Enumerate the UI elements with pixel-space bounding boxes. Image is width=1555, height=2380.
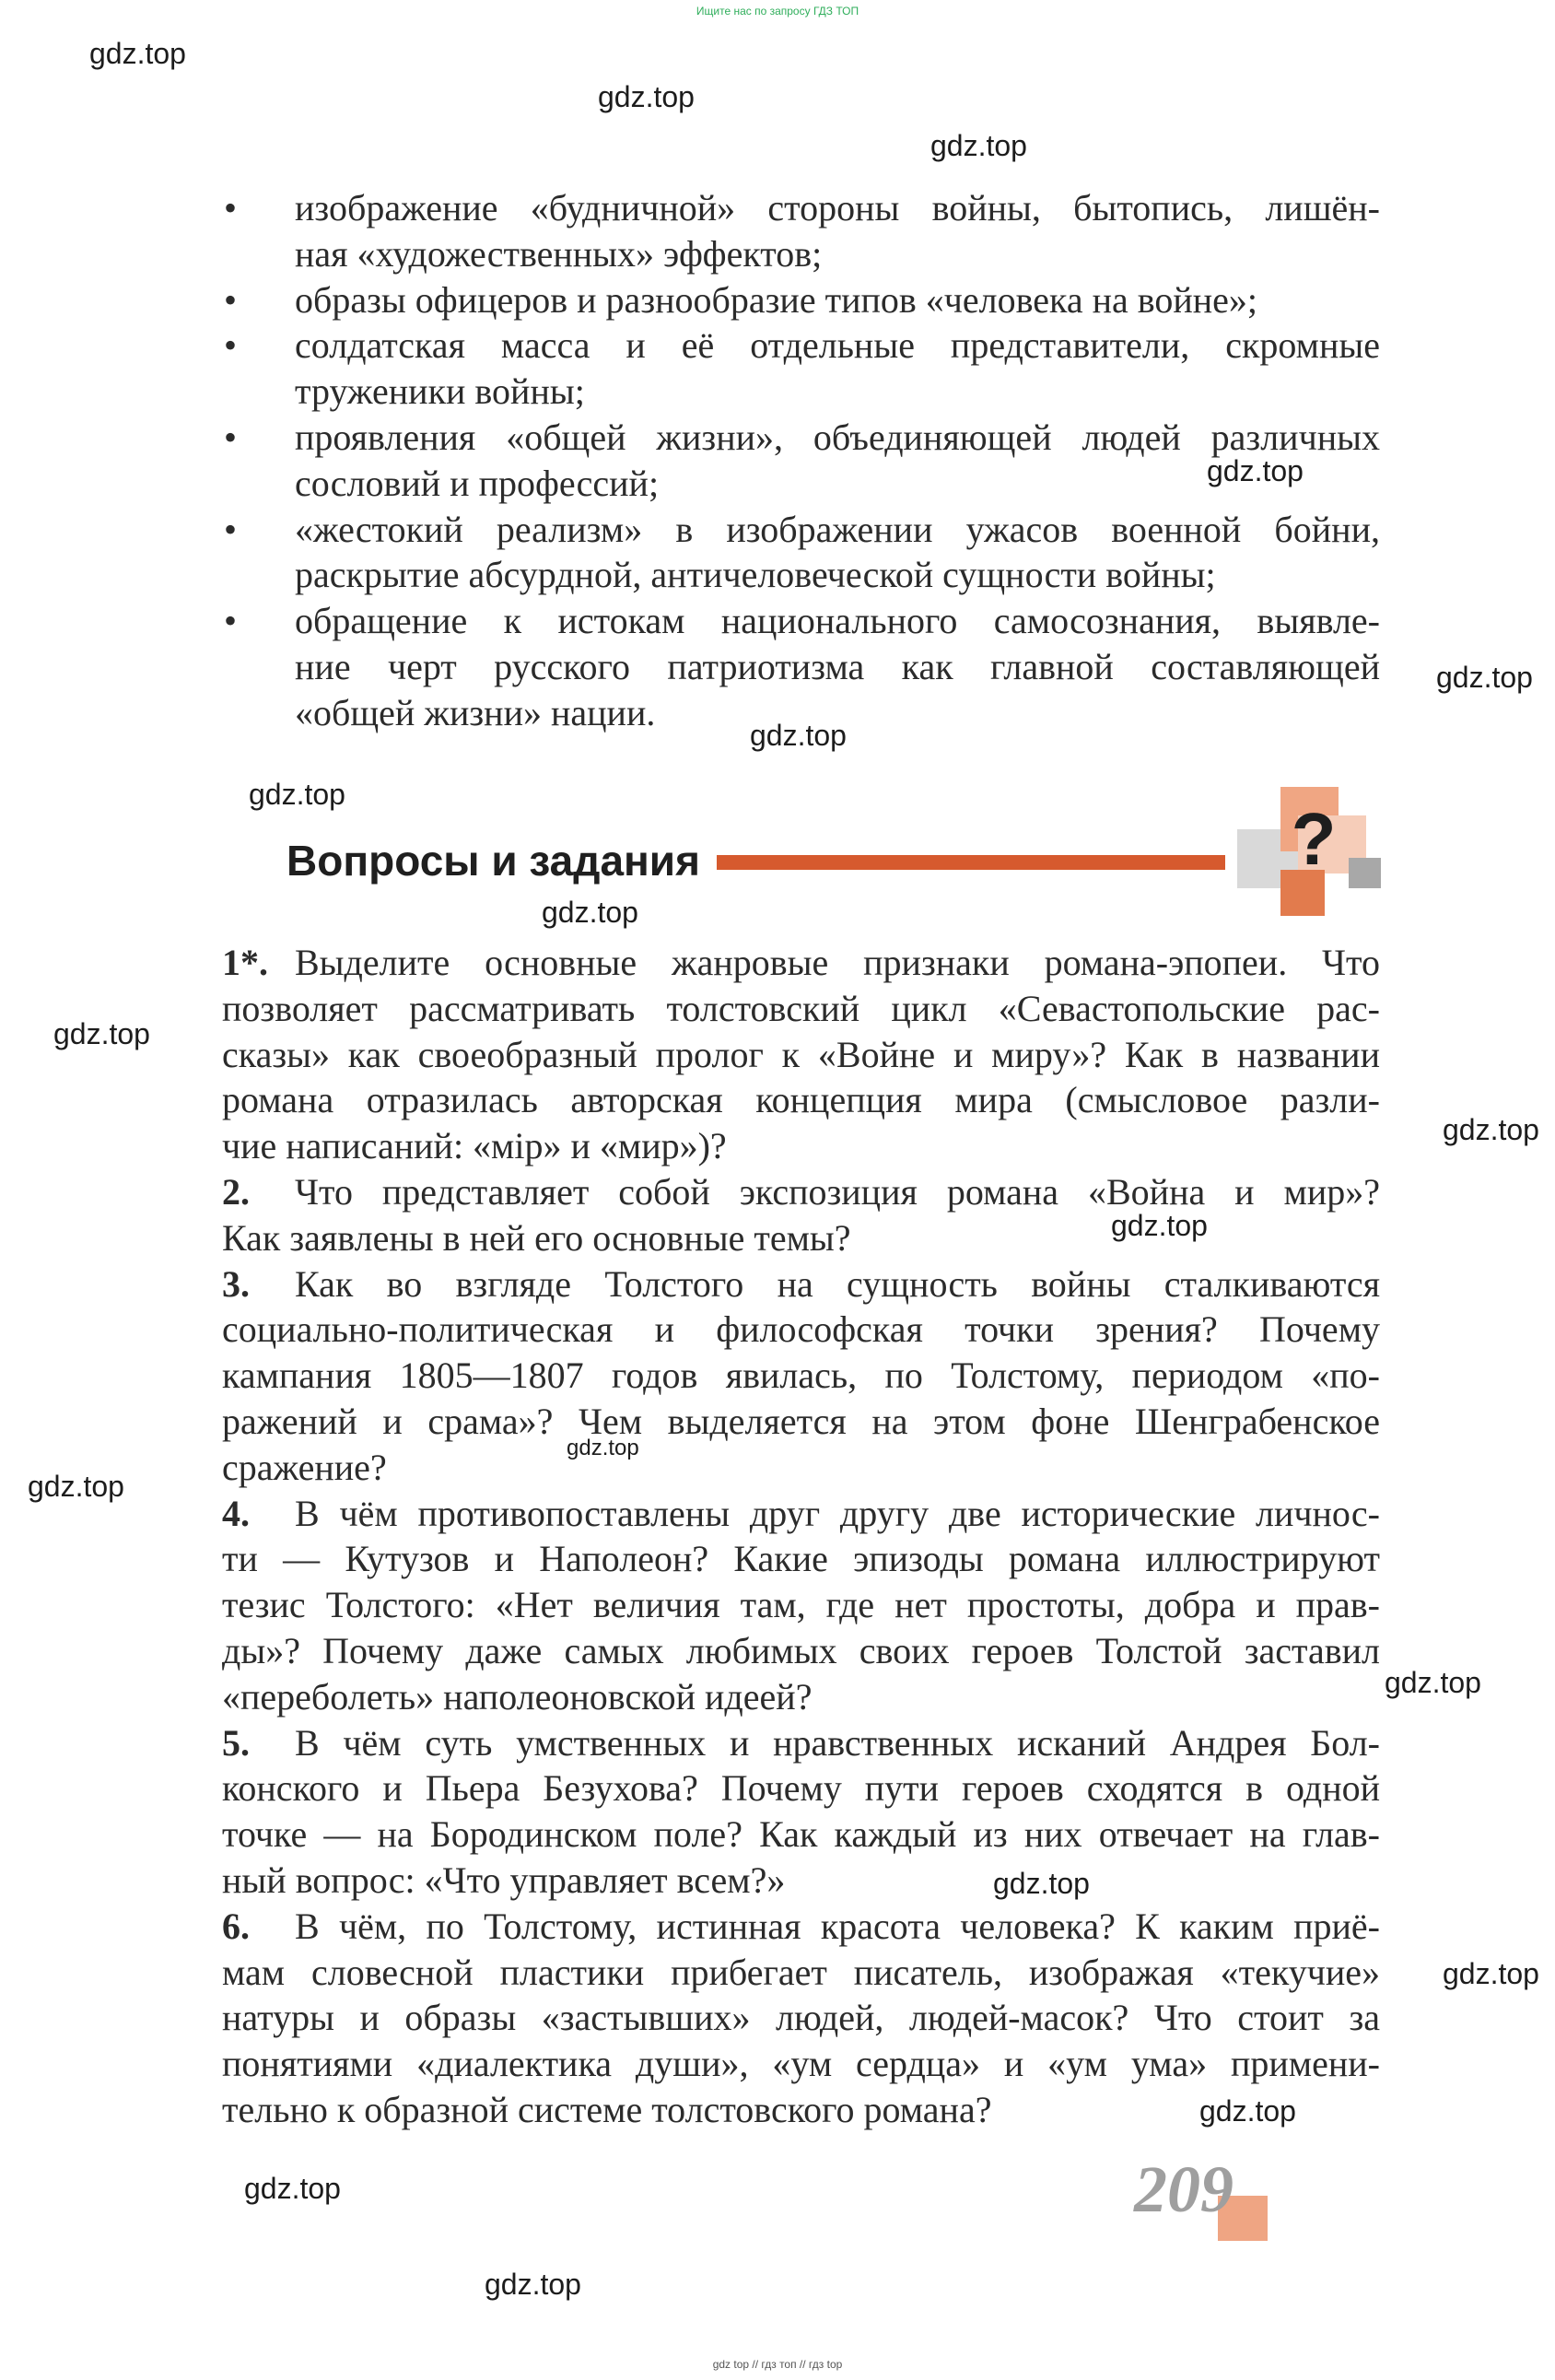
question-line: кампания 1805—1807 годов явилась, по Толстому, периодом «по- — [222, 1354, 1380, 1397]
questions-list — [222, 940, 1380, 2133]
question-first-line — [222, 1491, 1380, 1537]
question-item — [222, 1720, 1380, 1904]
bullet-line: проявления «общей жизни», объединяющей людей различных — [295, 416, 1380, 458]
watermark: gdz.top — [1207, 454, 1304, 487]
bullet-line: «общей жизни» нации. — [295, 691, 656, 733]
bullet-item — [222, 507, 1380, 599]
question-first-line — [222, 1720, 1380, 1766]
question-line: ды»? Почему даже самых любимых своих героев Толстой заставил — [222, 1629, 1380, 1671]
bullet-item — [222, 598, 1380, 735]
heading-rule — [717, 855, 1225, 870]
question-first-line — [222, 1169, 1380, 1215]
question-first-line — [222, 1261, 1380, 1307]
question-item — [222, 940, 1380, 1169]
question-line: Что представляет собой экспозиция романа «Война и мир»? — [295, 1170, 1380, 1213]
question-line: позволяет рассматривать толстовский цикл «Севастопольские рас- — [222, 987, 1380, 1029]
bullet-line: обращение к истокам национального самосознания, выявле- — [295, 600, 1380, 642]
question-number: 6. — [222, 1905, 250, 1947]
bullet-line: изображение «будничной» стороны войны, бытопись, лишён- — [295, 187, 1380, 229]
watermark: gdz.top — [249, 778, 345, 811]
question-first-line — [222, 940, 1380, 986]
question-line: конского и Пьера Безухова? Почему пути героев сходятся в одной — [222, 1767, 1380, 1810]
question-line: тельно к образной системе толстовского романа? — [222, 2088, 992, 2130]
bullet-item — [222, 277, 1380, 323]
question-item — [222, 1169, 1380, 1261]
watermark: gdz.top — [567, 1436, 639, 1460]
question-line: мам словесной пластики прибегает писатель, изображая «текучие» — [222, 1951, 1380, 1993]
bullet-list — [222, 185, 1380, 736]
bullet-item — [222, 322, 1380, 415]
question-line: ражений и срама»? Чем выделяется на этом фоне Шенграбенское — [222, 1400, 1380, 1442]
question-line: чие написаний: «мір» и «мир»)? — [222, 1125, 727, 1167]
question-line: Как заявлены в ней его основные темы? — [222, 1216, 851, 1259]
bullet-line: труженики войны; — [295, 370, 585, 413]
question-line: сказы» как своеобразный пролог к «Войне и миру»? Как в названии — [222, 1033, 1380, 1075]
question-line: романа отразилась авторская концепция мира (смысловое разли- — [222, 1079, 1380, 1121]
question-line: точке — на Бородинском поле? Как каждый из них отвечает на глав- — [222, 1813, 1380, 1856]
bullet-marker: • — [224, 416, 238, 458]
question-line: ный вопрос: «Что управляет всем?» — [222, 1858, 786, 1901]
watermark: gdz.top — [930, 129, 1027, 162]
bullet-line: образы офицеров и разнообразие типов «человека на войне»; — [295, 278, 1258, 321]
watermark: gdz.top — [1199, 2094, 1296, 2128]
question-item — [222, 1904, 1380, 2133]
bullet-marker: • — [224, 508, 238, 550]
bullet-marker: • — [224, 324, 238, 367]
bullet-line: «жестокий реализм» в изображении ужасов военной бойни, — [295, 508, 1380, 550]
question-line: «переболеть» наполеоновской идеей? — [222, 1675, 813, 1718]
footer-links: gdz top // гдз топ // гдз top — [712, 2358, 843, 2371]
question-line: В чём противопоставлены друг другу две исторические личнос- — [295, 1492, 1380, 1534]
bullet-line: раскрытие абсурдной, античеловеческой сущности войны; — [295, 554, 1216, 596]
bullet-line: солдатская масса и её отдельные представители, скромные — [295, 324, 1380, 367]
question-item — [222, 1261, 1380, 1491]
question-line: Выделите основные жанровые признаки романа-эпопеи. Что — [295, 942, 1380, 983]
question-mark-glyph: ? — [1291, 798, 1337, 880]
question-number: 2. — [222, 1170, 250, 1213]
question-line: социально-политическая и философская точки зрения? Почему — [222, 1308, 1380, 1351]
watermark: gdz.top — [598, 80, 695, 113]
question-line: В чём, по Толстому, истинная красота человека? К каким приё- — [295, 1905, 1380, 1947]
question-line: Как во взгляде Толстого на сущность войны сталкиваются — [295, 1262, 1380, 1305]
watermark: gdz.top — [993, 1867, 1090, 1900]
question-first-line — [222, 1904, 1380, 1950]
page-number: 209 — [1134, 2152, 1233, 2226]
watermark: gdz.top — [53, 1017, 150, 1050]
bullet-marker: • — [224, 600, 238, 642]
question-line: понятиями «диалектика души», «ум сердца» и «ум ума» примени- — [222, 2043, 1380, 2085]
watermark: gdz.top — [750, 719, 847, 752]
watermark: gdz.top — [542, 896, 638, 929]
question-item — [222, 1491, 1380, 1720]
search-hint: Ищите нас по запросу ГДЗ ТОП — [696, 5, 859, 18]
watermark: gdz.top — [244, 2172, 341, 2205]
bullet-item — [222, 415, 1380, 507]
question-line: натуры и образы «застывших» людей, людей-масок? Что стоит за — [222, 1997, 1380, 2039]
bullet-line: сословий и профессий; — [295, 462, 660, 504]
question-line: тезис Толстого: «Нет величия там, где нет простоты, добра и прав- — [222, 1584, 1380, 1626]
watermark: gdz.top — [1111, 1209, 1208, 1242]
watermark: gdz.top — [485, 2268, 581, 2301]
watermark: gdz.top — [1385, 1666, 1481, 1699]
watermark: gdz.top — [28, 1470, 124, 1503]
question-line: В чём суть умственных и нравственных исканий Андрея Бол- — [295, 1721, 1380, 1764]
bullet-marker: • — [224, 278, 238, 321]
bullet-item — [222, 185, 1380, 277]
watermark: gdz.top — [89, 37, 186, 70]
watermark: gdz.top — [1443, 1113, 1539, 1146]
watermark: gdz.top — [1443, 1957, 1539, 1990]
badge-square-gray — [1349, 858, 1381, 888]
bullet-marker: • — [224, 187, 238, 229]
question-line: сражение? — [222, 1446, 387, 1488]
questions-heading: Вопросы и задания — [286, 837, 700, 885]
watermark: gdz.top — [1436, 661, 1533, 694]
bullet-line: ная «художественных» эффектов; — [295, 232, 823, 275]
bullet-line: ние черт русского патриотизма как главной составляющей — [295, 645, 1380, 687]
question-line: ти — Кутузов и Наполеон? Какие эпизоды романа иллюстрируют — [222, 1538, 1380, 1580]
question-number: 5. — [222, 1721, 250, 1764]
question-number: 1*. — [222, 942, 268, 983]
question-number: 3. — [222, 1262, 250, 1305]
question-number: 4. — [222, 1492, 250, 1534]
